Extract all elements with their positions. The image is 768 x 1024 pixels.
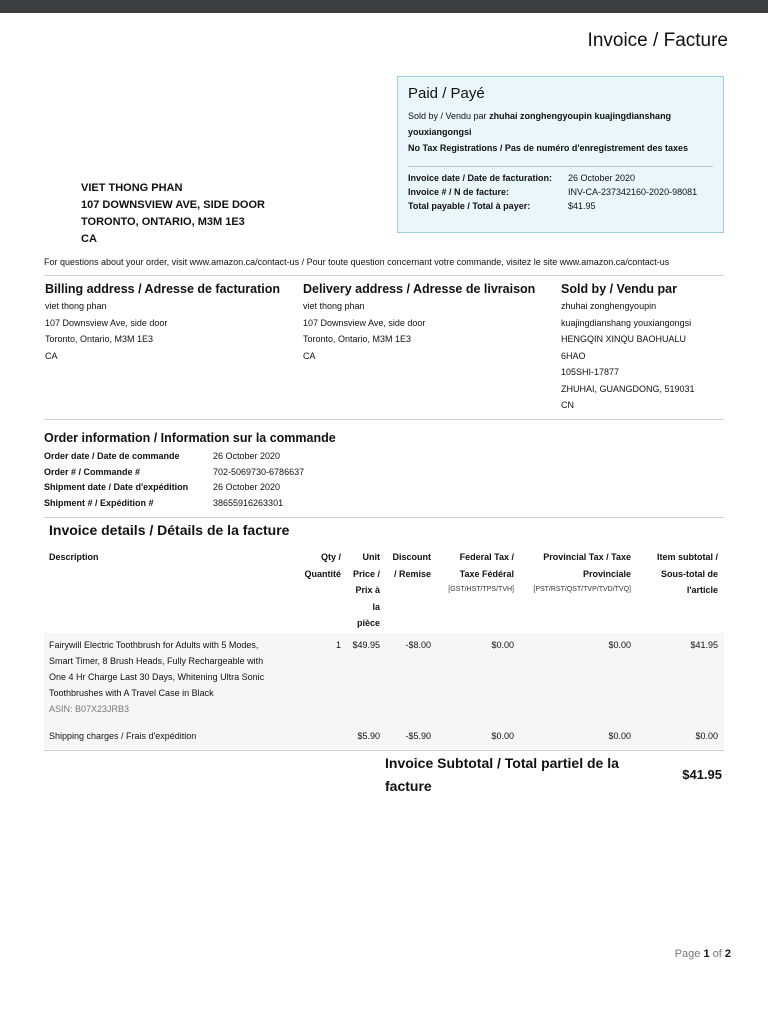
- address-line: 107 Downsview Ave, side door: [45, 317, 168, 328]
- recipient-country: CA: [81, 233, 97, 245]
- seller-address-title: Sold by / Vendu par: [561, 282, 677, 296]
- invoice-number-label: Invoice # / N de facture:: [408, 187, 510, 197]
- total-payable-value: $41.95: [568, 201, 596, 211]
- address-line: 6HAO: [561, 350, 586, 361]
- sold-by-prefix: Sold by / Vendu par: [408, 111, 490, 121]
- paid-status: Paid / Payé: [408, 85, 485, 102]
- order-date-label: Order date / Date de commande: [44, 451, 180, 461]
- order-information: [44, 431, 336, 509]
- item-qty: 1: [335, 640, 341, 650]
- invoice-subtotal-label: Invoice Subtotal / Total partiel de la facture: [385, 755, 619, 794]
- col-header-item-subtotal: Item subtotal / Sous-total de l'article: [656, 552, 718, 595]
- address-line: viet thong phan: [303, 301, 365, 311]
- divider: [44, 517, 724, 518]
- address-line: zhuhai zonghengyoupin: [561, 301, 657, 311]
- col-header-provincial-tax: Provincial Tax / Taxe Provinciale [PST/RST/QST/TVP/TVD/TVQ]: [533, 552, 631, 593]
- divider: [44, 750, 724, 751]
- shipment-date-label: Shipment date / Date d'expédition: [44, 482, 189, 492]
- col-header-unit-price: Unit Price / Prix à la pièce: [352, 552, 380, 628]
- shipping-unit-price: $5.90: [357, 731, 380, 741]
- recipient-city: TORONTO, ONTARIO, M3M 1E3: [81, 216, 245, 228]
- shipping-federal-tax: $0.00: [491, 731, 514, 741]
- seller-address: [561, 282, 726, 414]
- address-line: Toronto, Ontario, M3M 1E3: [303, 334, 412, 344]
- shipment-date-value: 26 October 2020: [213, 482, 281, 492]
- billing-address: [45, 282, 295, 364]
- address-line: 105SHI-17877: [561, 367, 620, 377]
- shipping-subtotal: $0.00: [695, 731, 718, 741]
- divider: [408, 166, 713, 167]
- billing-address-title: Billing address / Adresse de facturation: [45, 282, 281, 296]
- item-asin: ASIN: B07X23JRB3: [49, 704, 130, 714]
- sold-by-name: zhuhai zonghengyoupin kuajingdianshang youxiangongsi: [408, 111, 672, 137]
- order-number-label: Order # / Commande #: [44, 466, 141, 477]
- item-unit-price: $49.95: [352, 640, 380, 650]
- recipient-street: 107 DOWNSVIEW AVE, SIDE DOOR: [81, 199, 265, 211]
- shipping-provincial-tax: $0.00: [608, 731, 631, 741]
- col-header-qty: Qty / Quantité: [304, 552, 341, 579]
- address-line: CN: [561, 400, 574, 410]
- invoice-date-value: 26 October 2020: [568, 173, 636, 183]
- recipient-address: [81, 180, 265, 248]
- contact-note: For questions about your order, visit www.amazon.ca/contact-us / Pour toute question concernant votre commande, visitez le site www.amazon.ca/contact-us: [44, 257, 670, 267]
- address-line: CA: [303, 350, 316, 361]
- address-line: 107 Downsview Ave, side door: [303, 317, 426, 328]
- shipment-number-label: Shipment # / Expédition #: [44, 497, 154, 508]
- total-payable-label: Total payable / Total à payer:: [408, 201, 531, 211]
- tax-note: No Tax Registrations / Pas de numéro d'enregistrement des taxes: [408, 143, 689, 153]
- invoice-subtotal-value: $41.95: [682, 767, 722, 782]
- delivery-address: [303, 282, 553, 364]
- invoice-meta: [408, 173, 713, 211]
- address-line: kuajingdianshang youxiangongsi: [561, 317, 692, 328]
- shipment-number-value: 38655916263301: [213, 497, 284, 508]
- total-pages: 2: [724, 948, 731, 960]
- item-federal-tax: $0.00: [491, 640, 514, 650]
- invoice-date-label: Invoice date / Date de facturation:: [408, 173, 553, 183]
- col-header-federal-tax: Federal Tax / Taxe Fédéral [GST/HST/TPS/TVH]: [448, 552, 514, 593]
- address-line: Toronto, Ontario, M3M 1E3: [45, 334, 154, 344]
- address-line: HENGQIN XINQU BAOHUALU: [561, 334, 687, 344]
- item-discount: -$8.00: [405, 640, 431, 650]
- item-subtotal: $41.95: [690, 640, 718, 650]
- sold-by-line: [408, 108, 713, 140]
- top-bar: [0, 0, 768, 13]
- recipient-name: VIET THONG PHAN: [81, 182, 183, 194]
- shipping-discount: -$5.90: [405, 731, 431, 741]
- item-description: Fairywill Electric Toothbrush for Adults with 5 Modes, Smart Timer, 8 Brush Heads, Fully Rechargeable with One 4 Hr Charge Last 30 Days, Whitening Ultra Sonic Toothbrushes with A Travel Case in Black ASIN: B07X23JRB3: [49, 637, 294, 717]
- divider: [44, 275, 724, 276]
- col-header-discount: Discount / Remise: [392, 552, 431, 579]
- current-page: 1: [703, 948, 710, 960]
- page-indicator: Page 1 of 2: [674, 948, 731, 960]
- address-line: ZHUHAI, GUANGDONG, 519031: [561, 383, 695, 394]
- item-provincial-tax: $0.00: [608, 640, 631, 650]
- address-line: CA: [45, 350, 58, 361]
- col-header-description: Description: [49, 552, 99, 562]
- invoice-details-title: Invoice details / Détails de la facture: [49, 522, 290, 538]
- divider: [44, 419, 724, 420]
- payment-summary-box: [397, 76, 724, 233]
- shipping-label: Shipping charges / Frais d'expédition: [49, 731, 197, 741]
- order-date-value: 26 October 2020: [213, 451, 281, 461]
- order-information-title: Order information / Information sur la commande: [44, 431, 336, 445]
- page-title: Invoice / Facture: [587, 30, 728, 51]
- invoice-number-value: INV-CA-237342160-2020-98081: [568, 187, 698, 197]
- address-line: viet thong phan: [45, 301, 107, 311]
- order-number-value: 702-5069730-6786637: [213, 466, 305, 477]
- delivery-address-title: Delivery address / Adresse de livraison: [303, 282, 536, 296]
